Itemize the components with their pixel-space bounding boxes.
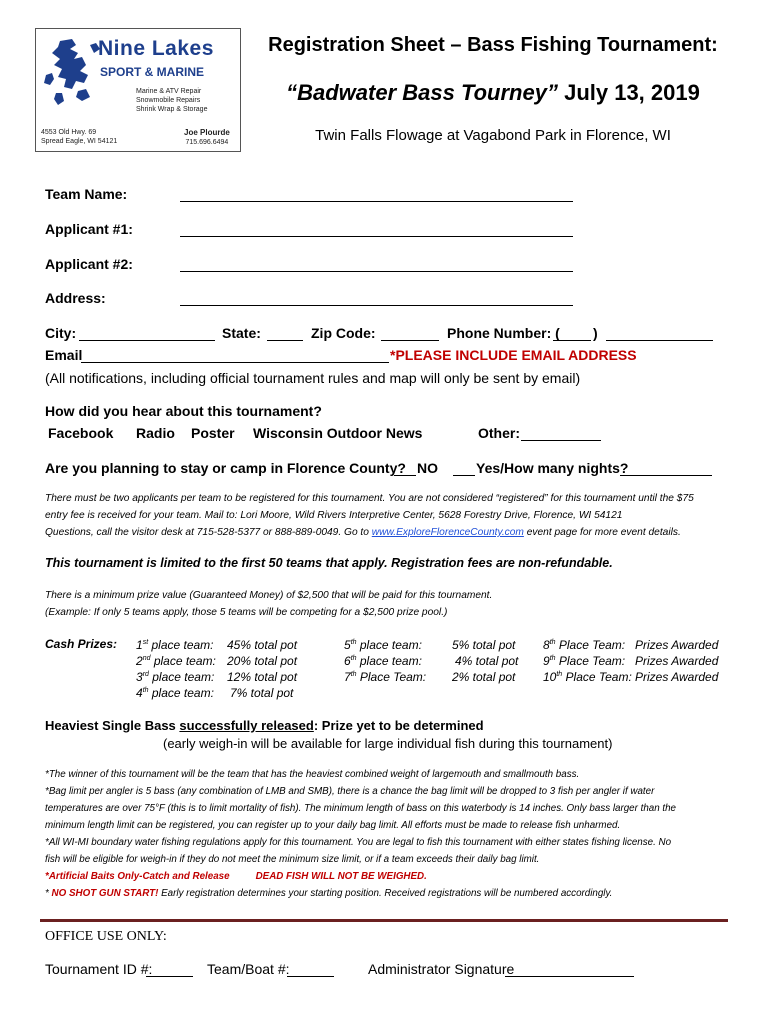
stay-yes-field[interactable]	[453, 475, 475, 476]
stay-no-field[interactable]	[394, 475, 416, 476]
heaviest-bass-heading: Heaviest Single Bass successfully released: Prize yet to be determined	[45, 718, 484, 733]
logo-owner: Joe Plourde 715.696.6494	[184, 128, 230, 146]
team-name-label: Team Name:	[45, 186, 128, 202]
prize-row: 9th Place Team: Prizes Awarded	[543, 654, 719, 668]
phone-close-paren: )	[593, 325, 598, 341]
logo-address: 4553 Old Hwy. 69 Spread Eagle, WI 54121	[41, 129, 118, 145]
option-facebook[interactable]: Facebook	[48, 425, 114, 441]
address-field[interactable]	[180, 305, 573, 306]
prize-col2	[344, 637, 518, 685]
office-use-title: OFFICE USE ONLY:	[45, 929, 167, 944]
phone-number-field[interactable]	[606, 340, 713, 341]
stay-no-label: NO	[417, 460, 438, 476]
event-title	[253, 80, 733, 106]
event-location: Twin Falls Flowage at Vagabond Park in Florence, WI	[315, 127, 671, 144]
applicant2-field[interactable]	[180, 271, 573, 272]
phone-area-field[interactable]	[553, 340, 591, 341]
prize-row: 1st place team: 45% total pot	[136, 638, 298, 652]
stay-nights-field[interactable]	[620, 475, 712, 476]
applicant2-label: Applicant #2:	[45, 256, 133, 272]
zip-field[interactable]	[381, 340, 439, 341]
heaviest-bass-note: (early weigh-in will be available for large individual fish during this tournament)	[163, 736, 613, 751]
event-date: July 13, 2019	[564, 80, 700, 105]
email-field[interactable]	[81, 362, 389, 363]
hear-question: How did you hear about this tournament?	[45, 403, 322, 419]
option-wisconsin-outdoor-news[interactable]: Wisconsin Outdoor News	[253, 425, 423, 441]
team-name-field[interactable]	[180, 201, 573, 202]
logo-name-line2: SPORT & MARINE	[100, 65, 205, 79]
tournament-id-field[interactable]	[146, 976, 193, 977]
divider	[40, 919, 728, 922]
state-field[interactable]	[267, 340, 303, 341]
prize-row: 4th place team: 7% total pot	[136, 686, 294, 700]
option-other-field[interactable]	[521, 440, 601, 441]
prize-row: 5th place team: 5% total pot	[344, 638, 516, 652]
prize-row: 7th Place Team: 2% total pot	[344, 670, 516, 684]
option-radio[interactable]: Radio	[136, 425, 175, 441]
prize-col1	[136, 637, 297, 701]
state-label: State:	[222, 325, 261, 341]
website-link[interactable]: www.ExploreFlorenceCounty.com	[371, 527, 524, 538]
email-label: Email	[45, 347, 83, 363]
prize-row: 10th Place Team: Prizes Awarded	[543, 670, 719, 684]
logo-services: Marine & ATV Repair Snowmobile Repairs Shrink Wrap & Storage	[136, 88, 208, 113]
cash-prizes-label: Cash Prizes:	[45, 637, 118, 651]
logo-name-line1: Nine Lakes	[98, 37, 214, 60]
prize-row: 6th place team: 4% total pot	[344, 654, 519, 668]
page-title: Registration Sheet – Bass Fishing Tournament:	[268, 34, 718, 56]
city-label: City:	[45, 325, 77, 341]
zip-label: Zip Code:	[311, 325, 376, 341]
stay-question: Are you planning to stay or camp in Florence County?	[45, 460, 406, 476]
option-poster[interactable]: Poster	[191, 425, 235, 441]
notifications-note: (All notifications, including official tournament rules and map will only be sent by email)	[45, 370, 581, 386]
sponsor-logo	[35, 28, 241, 152]
info-block: There must be two applicants per team to be registered for this tournament. You are not considered “registered” for this tournament until the $75 entry fee is received for your team. Mail to: Lori Moore, Wild Rivers Interpretive Center, 5628 Forestry Drive, Florence, WI 54121 Questions, call the visitor desk at 715-528-5377 or 888-889-0049. Go to www.ExploreFlorenceCounty.com event page for more event details.	[45, 493, 694, 538]
team-boat-field[interactable]	[287, 976, 334, 977]
limit-note: This tournament is limited to the first 50 teams that apply. Registration fees are non-refundable.	[45, 556, 613, 570]
event-name: “Badwater Bass Tourney”	[286, 80, 558, 105]
prize-col3	[543, 637, 718, 685]
signature-label: Administrator Signature	[368, 961, 515, 977]
signature-field[interactable]	[505, 976, 634, 977]
option-other-label: Other:	[478, 425, 520, 441]
email-note: *PLEASE INCLUDE EMAIL ADDRESS	[390, 347, 637, 363]
address-label: Address:	[45, 290, 106, 306]
phone-label: Phone Number: (	[447, 325, 560, 341]
applicant1-label: Applicant #1:	[45, 221, 133, 237]
city-field[interactable]	[79, 340, 215, 341]
tournament-id-label: Tournament ID #:	[45, 961, 153, 977]
stay-yes-label: Yes/How many nights?	[476, 460, 629, 476]
team-boat-label: Team/Boat #:	[207, 961, 290, 977]
applicant1-field[interactable]	[180, 236, 573, 237]
rules-block: *The winner of this tournament will be the team that has the heaviest combined weight of largemouth and smallmouth bass. *Bag limit per angler is 5 bass (any combination of LMB and SMB), there is a chance the bag limit will be dropped to 3 fish per angler if water temperatures are over 75°F (this is to limit mortality of fish). The minimum length of bass on this waterbody is 14 inches. Only bass larger than the minimum length limit can be registered, you can register up to your daily bag limit. All efforts must be made to release fish unharmed. *All WI-MI boundary water fishing regulations apply for this tournament. You are legal to fish this tournament with either states fishing license. No fish will be eligible for weigh-in if they do not meet the minimum size limit, or if a team exceeds their daily bag limit. *Artificial Baits Only-Catch and Release DEAD FISH WILL NOT BE WEIGHED. * NO SHOT GUN START! Early registration determines your starting position. Received registrations will be numbered accordingly.	[45, 769, 677, 899]
prize-row: 3rd place team: 12% total pot	[136, 670, 298, 684]
prize-row: 8th Place Team: Prizes Awarded	[543, 638, 719, 652]
min-prize-block: There is a minimum prize value (Guaranteed Money) of $2,500 that will be paid for this tournament. (Example: If only 5 teams apply, those 5 teams will be competing for a $2,500 prize pool.)	[45, 590, 493, 618]
prize-row: 2nd place team: 20% total pot	[136, 654, 298, 668]
